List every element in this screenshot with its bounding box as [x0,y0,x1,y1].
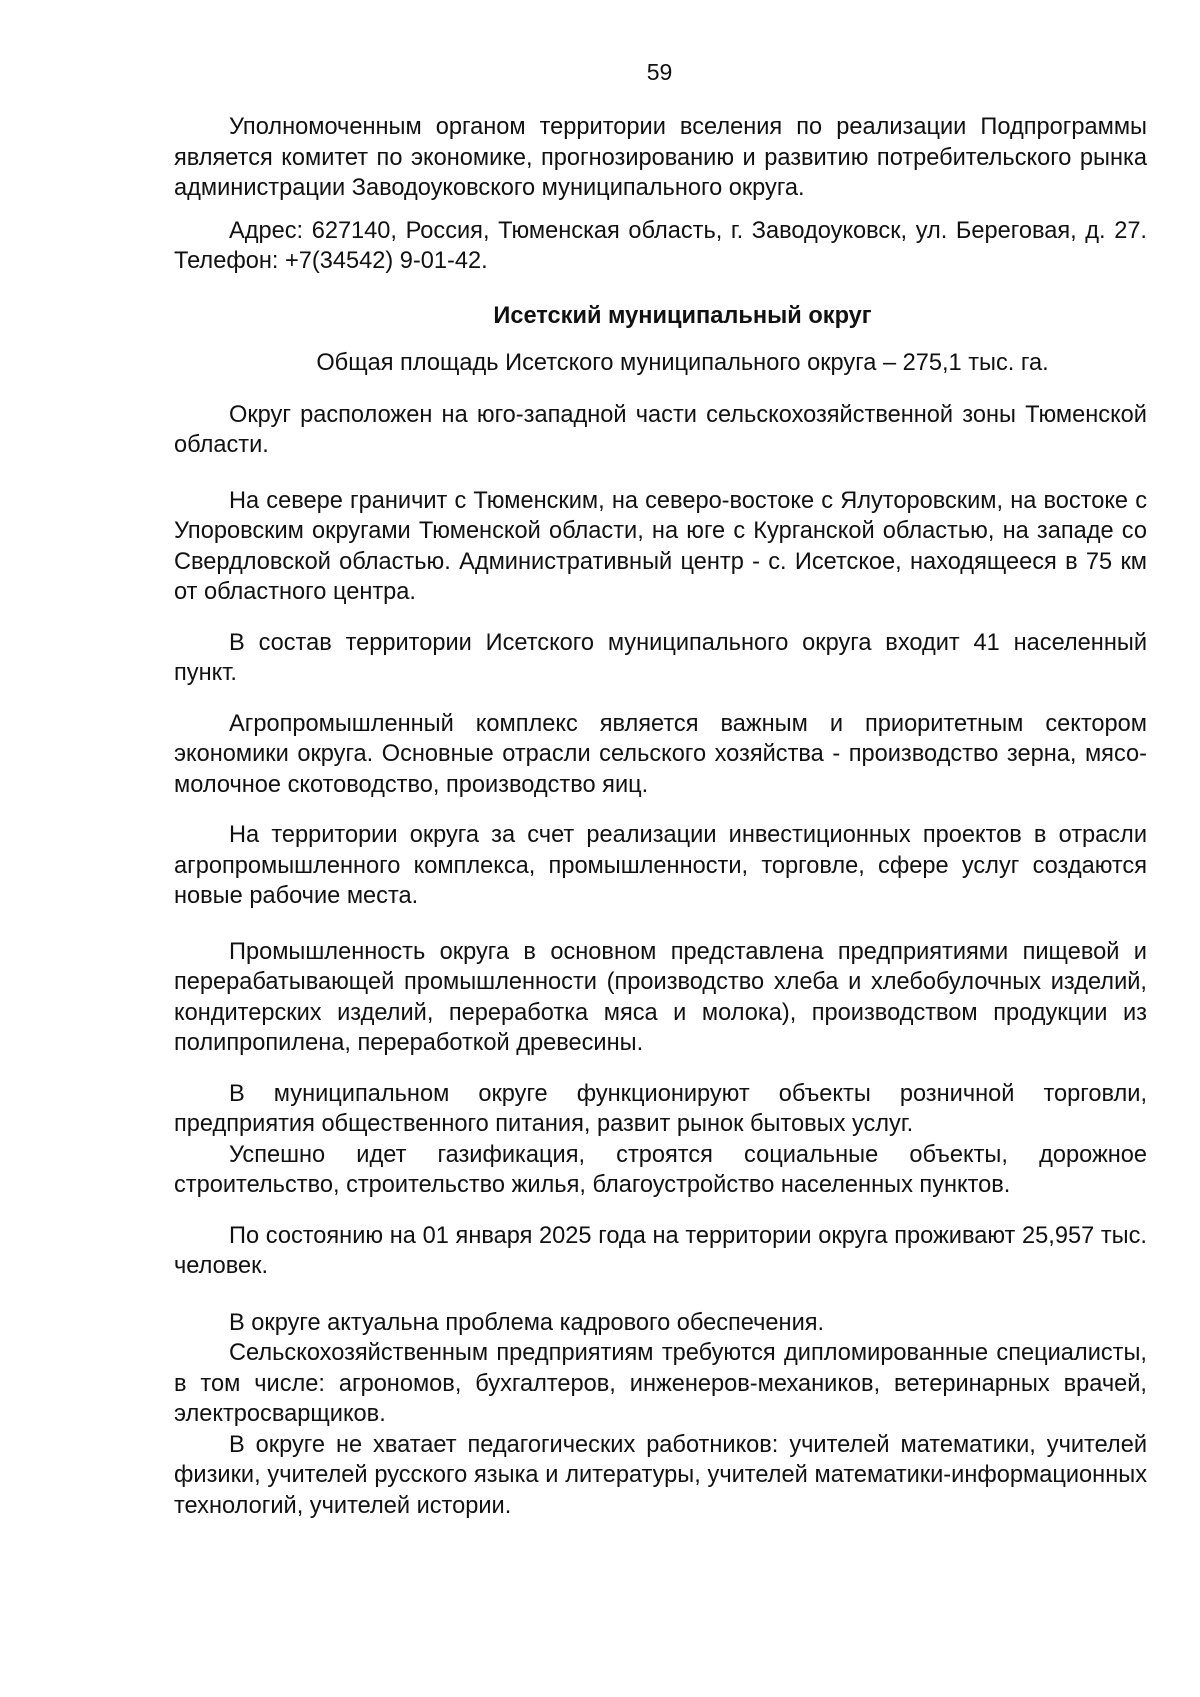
paragraph-gasification: Успешно идет газификация, строятся социальные объекты, дорожное строительство, строительство жилья, благоустройство населенных пунктов. [174,1141,1147,1198]
paragraph-borders: На севере граничит с Тюменским, на северо-востоке с Ялуторовским, на востоке с Упоровским округами Тюменской области, на юге с Курганской областью, на западе со Свердловской областью. Административный центр - с. Исетское, находящееся в 75 км от областного центра. [174,487,1147,605]
paragraph-address: Адрес: 627140, Россия, Тюменская область, г. Заводоуковск, ул. Береговая, д. 27. Телефон: +7(34542) 9-01-42. [174,217,1147,274]
document-body [174,112,1147,1521]
paragraph-staffing-problem: В округе актуальна проблема кадрового обеспечения. [229,1309,825,1336]
paragraph-teachers: В округе не хватает педагогических работников: учителей математики, учителей физики, учителей русского языка и литературы, учителей математики-информационных технологий, учителей истории. [174,1431,1147,1519]
paragraph-investment: На территории округа за счет реализации инвестиционных проектов в отрасли агропромышленного комплекса, промышленности, торговле, сфере услуг создаются новые рабочие места. [174,822,1147,909]
paragraph-industry: Промышленность округа в основном представлена предприятиями пищевой и перерабатывающей промышленности (производство хлеба и хлебобулочных изделий, кондитерских изделий, переработка мяса и молока), производством продукции из полипропилена, переработкой древесины. [174,938,1147,1056]
paragraph-agro-complex: Агропромышленный комплекс является важным и приоритетным сектором экономики округа. Основные отрасли сельского хозяйства - производство зерна, мясо-молочное скотоводство, производство яиц. [174,710,1147,798]
section-heading: Исетский муниципальный округ [493,302,872,329]
paragraph-settlements: В состав территории Исетского муниципального округа входит 41 населенный пункт. [174,629,1147,686]
page-number: 59 [646,59,673,85]
paragraph-total-area: Общая площадь Исетского муниципального округа – 275,1 тыс. га. [316,350,1049,376]
paragraph-population: По состоянию на 01 января 2025 года на территории округа проживают 25,957 тыс. человек. [174,1222,1147,1279]
paragraph-location: Округ расположен на юго-западной части сельскохозяйственной зоны Тюменской области. [174,401,1147,458]
paragraph-agro-specialists: Сельскохозяйственным предприятиям требуются дипломированные специалисты, в том числе: агрономов, бухгалтеров, инженеров-механиков, ветеринарных врачей, электросварщиков. [174,1340,1147,1427]
paragraph-retail: В муниципальном округе функционируют объекты розничной торговли, предприятия общественного питания, развит рынок бытовых услуг. [174,1080,1147,1137]
paragraph-authorized-body: Уполномоченным органом территории вселения по реализации Подпрограммы является комитет по экономике, прогнозированию и развитию потребительского рынка администрации Заводоуковского муниципального округа. [174,114,1147,201]
